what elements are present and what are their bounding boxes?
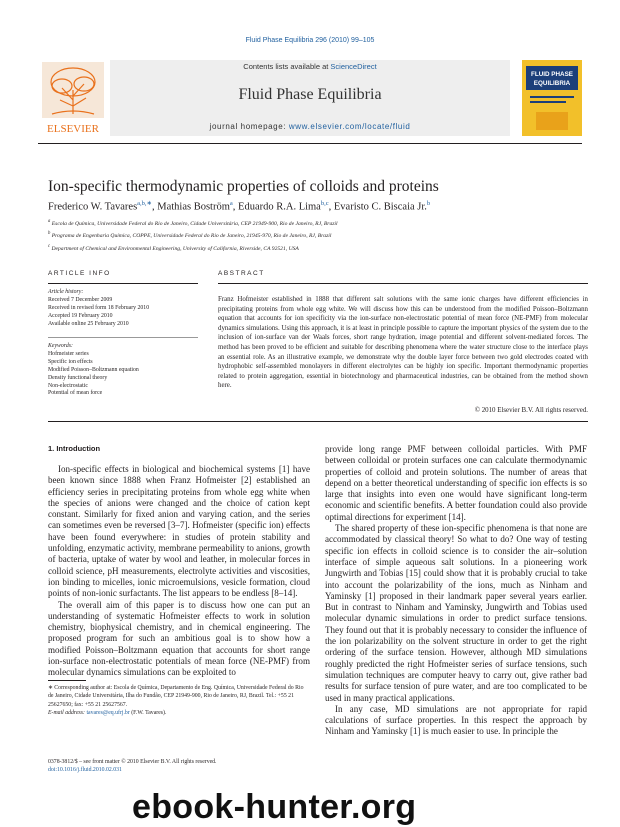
contents-line [110,62,510,71]
history-item: Available online 25 February 2010 [48,320,129,327]
body-paragraph: Ion-specific effects in biological and biochemical systems [1] have been known since 1888 when Franz Hofmeister [2] established an efficiency series in precipitating proteins from whole egg white when the species of anions were changed and the choice of cation kept constant. Similarly for fixed anion and varying cation, and the series can sometimes even be reversed [3–7]. Hofmeister (specific ion) effects have been found everywhere: in studies of protein stability and unfolding, enzymatic activity, membrane permeability to anions, growth of bacteria, uptake of water by wool and leather, in molecular forces in colloid science, pH measurements, electrolyte activities and viscosities, ion binding to micelles, ionic microemulsions, vesicle formation, cloud points of non-ionic surfactants. The list appears to be endless [8–14]. [48,464,310,599]
author-affiliation-marker[interactable]: b [426,200,431,207]
journal-cover [522,60,582,136]
history-label: Article history: [48,289,84,295]
elsevier-tree-icon [38,60,108,136]
body-paragraph: The shared property of these ion-specific phenomena is that none are accommodated by classical theory! So what to do? One way of testing specific ion effects in colloid science is to consider the air–solution interface of simple aqueous salt solutions. In a pioneering work Jungwirth and Tobias [15] could show that it is probably crucial to take into account the polarizability of the ions, much as Ninham and Yaminsky [1] proposed in their landmark paper several years earlier. But in contrast to Ninham and Yaminsky, Jungwirth and Tobias used molecular dynamic simulations in order to predict surface tensions. They found out that it is probably necessary to consider the influence of the ion polarizability on the solvent structure in order to get the right ordering of the surface tension. However, although MD simulations roughly predicted the right Hofmeister series of surface tensions, such simulation techniques are computer heavy to carry out, give rather bad results for surface tension of pure water, and are too complicated to be used in many practical applications. [325,523,587,703]
affiliation-text: Programa de Engenharia Química, COPPE, Universidade Federal do Rio de Janeiro, 21945-970, Rio de Janeiro, RJ, Brazil [51,233,332,240]
author-affiliation-marker[interactable]: b,c [320,200,329,207]
journal-homepage [110,122,510,131]
elsevier-logo [38,60,108,136]
body-paragraph: provide long range PMF between colloidal particles. With PMF between colloidal or protein surfaces one can calculate thermodynamic properties of colloid and protein solutions. The number of areas that depend on a better theoretical understanding of specific ion effects is so large that insights into even one would have significant long-term economic and scientific benefits. A better foundation could also provide optimal directions for experiment [14]. [325,444,587,522]
email-link[interactable]: tavares@eq.ufrj.br [86,710,130,717]
cover-title-line-1: FLUID PHASE [531,71,573,78]
keyword-item: Specific ion effects [48,358,93,365]
affiliation-marker: c [48,243,51,249]
header-rule [38,143,582,144]
watermark-text: ebook-hunter.org [132,788,417,826]
affiliation-marker: b [48,231,51,237]
affiliations [48,217,588,254]
history-item: Accepted 19 February 2010 [48,312,113,319]
abstract-heading: ABSTRACT [218,270,265,277]
body-paragraph: In any case, MD simulations are not appropriate for rapid calculations of surface properties. In this respect the approach by Ninham and Yaminsky [1] is much easier to use. In principle the [325,703,587,737]
article-info-rule [48,283,198,284]
author-name: Frederico W. Tavares [48,201,138,213]
affiliation-item [48,217,588,229]
affiliation-marker: a [48,219,51,224]
homepage-prefix: journal homepage: [209,122,289,131]
affiliation-item [48,229,588,241]
left-column [48,464,310,679]
issn-line: 0378-3812/$ – see front matter © 2010 Elsevier B.V. All rights reserved. [48,759,217,765]
body-paragraph: The overall aim of this paper is to discuss how one can put an understanding of systematic Hofmeister effects to work in solution chemistry, biophysical chemistry, and in chemical engineering. The proposed program for such an ambitious goal is to show how a modified Poisson–Boltzmann equation that accounts for short range ion-surface non-electrostatic potentials of mean force (NE-PMF) from molecular dynamics simulations can be exploited to [48,599,310,678]
footnote-text: ∗ Corresponding author at: Escola de Química, Departamento de Eng. Química, Universidade Federal do Rio de Janeiro, Cidade Universitária, Ilha do Fundão, CEP 21949-900, Rio de Janeiro, RJ, Brazil. Tel.: +55 21 25627650; fax: +55 21 25627567. [48,685,304,708]
history-item: Received in revised form 18 February 2010 [48,304,150,311]
sciencedirect-link[interactable]: ScienceDirect [330,62,377,71]
affiliation-text: Department of Chemical and Environmental Engineering, University of California, Riverside, CA 92521, USA [51,245,299,252]
affiliation-item [48,242,588,254]
author-name: Eduardo R.A. Lima [238,201,321,213]
cover-thumbnail-icon [522,60,582,136]
author-list: Frederico W. Tavares$^{a,b,∗}$, Mathias Boström$^a$, Eduardo R.A. Lima$^{b,c}$, Evaristo C. Biscaia Jr.$^b$ [48,200,431,213]
keyword-item: Density functional theory [48,374,108,381]
journal-reference[interactable]: Fluid Phase Equilibria 296 (2010) 99–105 [245,37,375,44]
right-column [325,444,587,738]
author-affiliation-marker[interactable]: a,b,∗ [137,200,153,207]
history-item: Received 7 December 2009 [48,296,113,303]
keywords-rule [48,337,198,338]
abstract-rule [218,283,588,284]
abstract-bottom-rule [48,421,588,422]
affiliation-text: Escola de Química, Universidade Federal do Rio de Janeiro, Cidade Universitária, CEP 21949-900, Rio de Janeiro, RJ, Brazil [51,220,338,227]
cover-title-line-2: EQUILIBRIA [533,80,571,87]
keywords [48,343,198,398]
article-history [48,289,198,329]
doi-link[interactable]: doi:10.1016/j.fluid.2010.02.031 [48,767,122,774]
elsevier-wordmark: ELSEVIER [47,123,99,135]
author-name: Evaristo C. Biscaia Jr. [333,201,427,213]
author-name: Mathias Boström [157,201,230,213]
journal-title: Fluid Phase Equilibria [238,86,382,103]
email-label: E-mail address: [48,710,85,717]
keyword-item: Potential of mean force [48,390,103,397]
contents-prefix: Contents lists available at [243,62,331,71]
article-info-heading: ARTICLE INFO [48,270,111,277]
footnote-rule [48,680,86,681]
section-heading: 1. Introduction [48,444,101,453]
corresponding-author-footnote [48,684,310,718]
author-affiliation-marker[interactable]: a [229,200,233,207]
abstract-text: Franz Hofmeister established in 1888 that different salt solutions with the same ionic charges have different efficiencies in precipitating proteins from whole egg white. We will discuss how this can be understood from the modified Poisson–Boltzmann equation that accounts for ion specificity via the ion-surface non-electrostatic potential of mean force (NE-PMF) from molecular dynamics simulations. Using this approach, it is at least in principle possible to capture the important physics of the system due to the inclusion of ion-surface van der Waals forces, short range hydration, image potential and different solvent-mediated forces. The method has been proved to be efficient and suitable for describing phenomena where the water structure close to the interface plays an essential role. As an illustrative example, we demonstrate why the double layer force between two gold electrodes coated with hydrophobic self-assembled monolayers in different electrolytes can be highly ion specific. Important thermodynamic properties related to protein aggregation, essential in biotechnology and pharmaceutical industries, can be obtained from the method shown here. [218,296,588,390]
front-matter [48,758,310,775]
keyword-item: Non-electrostatic [48,382,88,389]
keyword-item: Modified Poisson–Boltzmann equation [48,366,139,373]
homepage-link[interactable]: www.elsevier.com/locate/fluid [288,122,411,131]
keywords-label: Keywords: [48,343,73,349]
abstract-copyright: © 2010 Elsevier B.V. All rights reserved. [474,407,588,414]
article-title: Ion-specific thermodynamic properties of colloids and proteins [48,178,439,195]
keyword-item: Hofmeister series [48,350,89,357]
email-suffix: (F.W. Tavares). [131,710,167,717]
